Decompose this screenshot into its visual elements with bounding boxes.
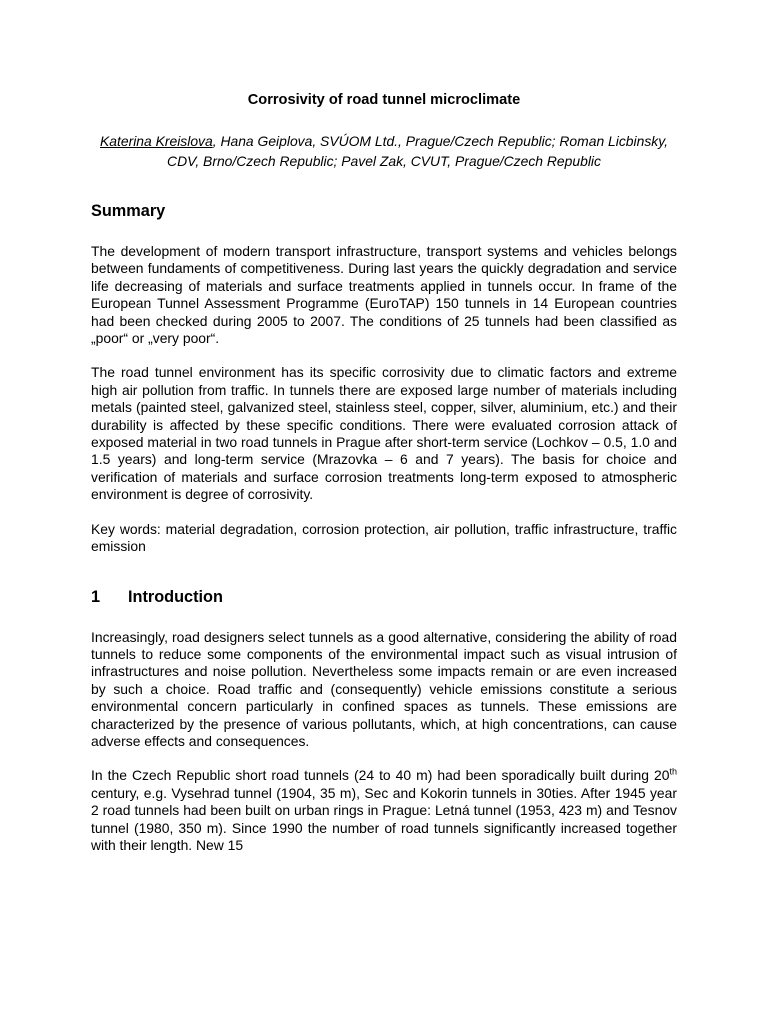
summary-heading: Summary (91, 202, 166, 220)
introduction-paragraph-2 (91, 767, 677, 854)
paper-title: Corrosivity of road tunnel microclimate (247, 92, 521, 108)
introduction-paragraph-1: Increasingly, road designers select tunnels as a good alternative, considering the ability of road tunnels to reduce some components of the environmental impact such as visual intrusion of infrastructures and noise pollution. Nevertheless some impacts remain or are even increased by such a choice. Road traffic and (consequently) vehicle emissions constitute a serious environmental concern particularly in confined spaces as tunnels. These emissions are characterized by the presence of various pollutants, which, at high concentrations, can cause adverse effects and consequences. (91, 628, 677, 749)
section-number: 1 (91, 587, 101, 606)
section-title: Introduction (128, 587, 223, 606)
paper-page (91, 91, 677, 854)
intro-p2-text-start: In the Czech Republic short road tunnels (24 to 40 m) had been sporadically built during 20 (91, 767, 670, 784)
author-affiliations: , Hana Geiplova, SVÚOM Ltd., Prague/Czech Republic; Roman Licbinsky, CDV, Brno/Czech Republic; Pavel Zak, CVUT, Prague/Czech Republic (167, 133, 668, 169)
introduction-heading (91, 587, 677, 607)
lead-author: Katerina Kreislova (100, 133, 213, 149)
author-list (91, 131, 677, 171)
superscript-th: th (669, 766, 677, 777)
intro-p2-text-end: century, e.g. Vysehrad tunnel (1904, 35 m), Sec and Kokorin tunnels in 30ties. After 1945 year 2 road tunnels had been built on urban rings in Prague: Letná tunnel (1953, 423 m) and Tesnov tunnel (1980, 350 m). Since 1990 the number of road tunnels significantly increased together with their length. New 15 (91, 784, 677, 853)
summary-paragraph-2: The road tunnel environment has its specific corrosivity due to climatic factors and extreme high air pollution from traffic. In tunnels there are exposed large number of materials including metals (painted steel, galvanized steel, stainless steel, copper, silver, aluminium, etc.) and their durability is affected by these specific conditions. There were evaluated corrosion attack of exposed material in two road tunnels in Prague after short-term service (Lochkov – 0.5, 1.0 and 1.5 years) and long-term service (Mrazovka – 6 and 7 years). The basis for choice and verification of materials and surface corrosion treatments long-term exposed to atmospheric environment is degree of corrosivity. (91, 364, 677, 503)
summary-paragraph-1: The development of modern transport infrastructure, transport systems and vehicles belongs between fundaments of competitiveness. During last years the quickly degradation and service life decreasing of materials and surface treatments applied in tunnels occur. In frame of the European Tunnel Assessment Programme (EuroTAP) 150 tunnels in 14 European countries had been checked during 2005 to 2007. The conditions of 25 tunnels had been classified as „poor“ or „very poor“. (91, 243, 677, 347)
keywords-paragraph: Key words: material degradation, corrosion protection, air pollution, traffic infrastructure, traffic emission (91, 520, 677, 555)
